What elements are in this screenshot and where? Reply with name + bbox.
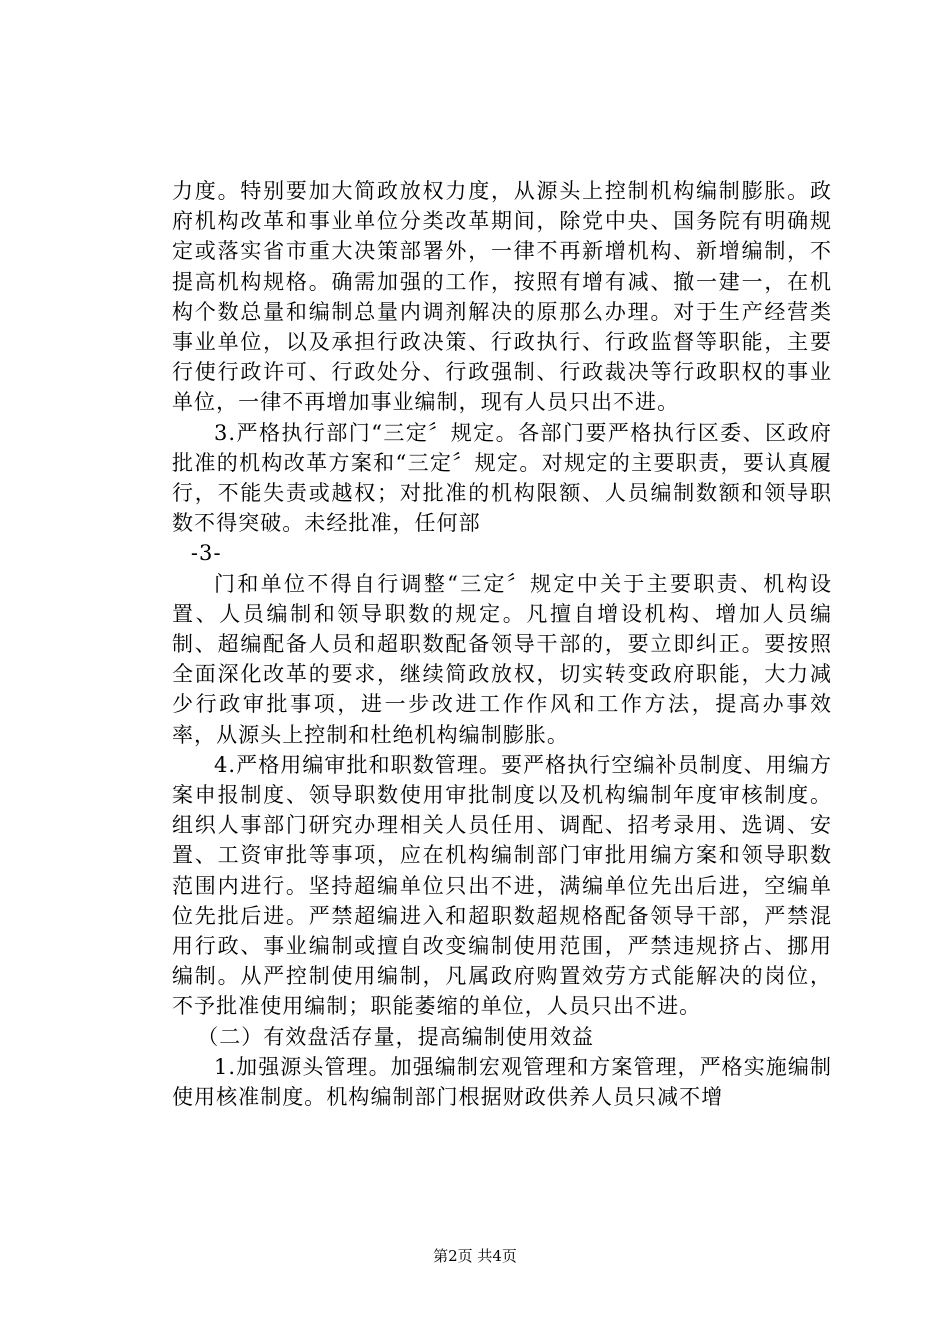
- page-marker: -3-: [190, 541, 222, 566]
- paragraph-continuation: 力度。特别要加大简政放权力度，从源头上控制机构编制膨胀。政府机构改革和事业单位分类改革期间，除党中央、国务院有明确规定或落实省市重大决策部署外，一律不再新增机构、新增编制，不提高机构规格。确需加强的工作，按照有增有减、撤一建一，在机构个数总量和编制总量内调剂解决的原那么办理。对于生产经营类事业单位，以及承担行政决策、行政执行、行政监督等职能，主要行使行政许可、行政处分、行政强制、行政裁决等行政职权的事业单位，一律不再增加事业编制，现有人员只出不进。: [172, 179, 832, 415]
- section-heading: （二）有效盘活存量，提高编制使用效益: [197, 1024, 595, 1049]
- paragraph-item-3-continued: 门和单位不得自行调整“三定〞规定中关于主要职责、机构设置、人员编制和领导职数的规定。凡擅自增设机构、增加人员编制、超编配备人员和超职数配备领导干部的，要立即纠正。要按照全面深化改革的要求，继续简政放权，切实转变政府职能，大力减少行政审批事项，进一步改进工作作风和工作方法，提高办事效率，从源头上控制和杜绝机构编制膨胀。: [172, 571, 832, 747]
- page-footer: 第2页 共4页: [433, 1247, 517, 1265]
- paragraph-item-4: 4.严格用编审批和职数管理。要严格执行空编补员制度、用编方案申报制度、领导职数使用审批制度以及机构编制年度审核制度。组织人事部门研究办理相关人员任用、调配、招考录用、选调、安置、工资审批等事项，应在机构编制部门审批用编方案和领导职数范围内进行。坚持超编单位只出不进，满编单位先出后进，空编单位先批后进。严禁超编进入和超职数超规格配备领导干部，严禁混用行政、事业编制或擅自改变编制使用范围，严禁违规挤占、挪用编制。从严控制使用编制，凡属政府购置效劳方式能解决的岗位，不予批准使用编制；职能萎缩的单位，人员只出不进。: [172, 752, 832, 1019]
- paragraph-item-3: 3.严格执行部门“三定〞规定。各部门要严格执行区委、区政府批准的机构改革方案和“三定〞规定。对规定的主要职责，要认真履行，不能失责或越权；对批准的机构限额、人员编制数额和领导职数不得突破。未经批准，任何部: [172, 420, 832, 536]
- paragraph-item-1: 1.加强源头管理。加强编制宏观管理和方案管理，严格实施编制使用核准制度。机构编制部门根据财政供养人员只减不增: [172, 1054, 832, 1110]
- document-body: [172, 176, 832, 1112]
